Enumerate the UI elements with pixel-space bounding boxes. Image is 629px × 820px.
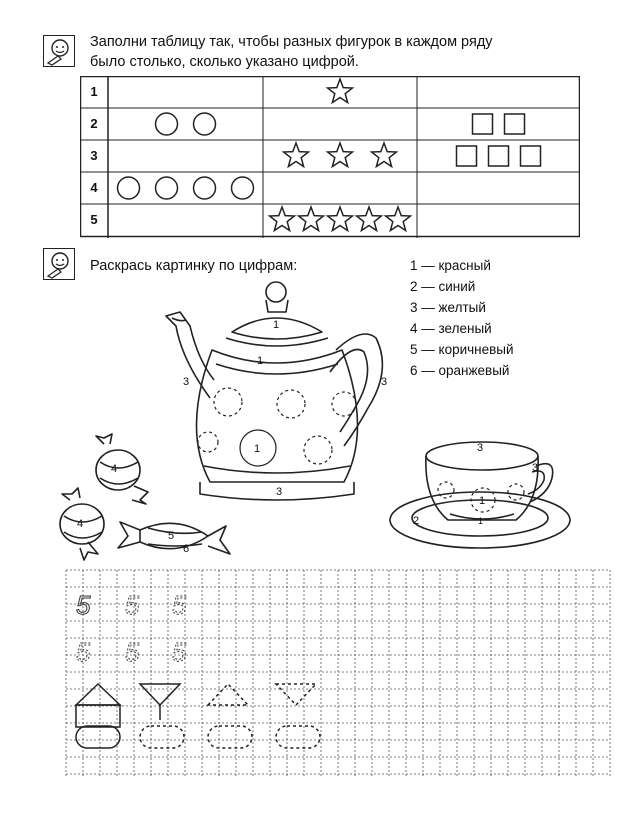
oval-solid	[76, 726, 120, 748]
copy-digit: 5	[172, 637, 187, 667]
table-star	[270, 207, 295, 231]
num-teapot-base: 3	[276, 486, 283, 498]
oval-dotted-3	[276, 726, 320, 748]
row-number-3: 3	[90, 148, 98, 163]
row-number-4: 4	[90, 180, 98, 195]
num-teapot-dot: 1	[254, 443, 261, 455]
table-star	[299, 207, 324, 231]
copy-digit: 5	[125, 637, 140, 667]
num-candy-wrap-a: 5	[168, 530, 175, 542]
table-circle	[194, 113, 216, 135]
num-candy-wrap-b: 6	[183, 543, 190, 555]
table-circle	[156, 113, 178, 135]
num-candy-top: 4	[111, 463, 118, 475]
table-star	[284, 143, 309, 167]
row-number-2: 2	[90, 116, 98, 131]
task1-instruction-line1: Заполни таблицу так, чтобы разных фигурок в каждом ряду	[90, 34, 493, 50]
num-saucer: 2	[413, 515, 420, 527]
table-square	[521, 146, 541, 166]
copy-digit: 5	[125, 590, 140, 620]
legend-item-3: 3 — желтый	[410, 300, 486, 315]
num-teapot-lid: 1	[273, 319, 280, 331]
legend-item-1: 1 — красный	[410, 258, 491, 273]
teapot-dots	[198, 388, 356, 466]
table-circle	[156, 177, 178, 199]
num-cup-dot: 1	[479, 495, 486, 507]
dotted-triangle-down	[276, 684, 316, 705]
legend-item-2: 2 — синий	[410, 279, 476, 294]
oval-dotted-1	[140, 726, 184, 748]
row-number-1: 1	[90, 84, 98, 99]
table-square	[505, 114, 525, 134]
num-candy-left: 4	[77, 518, 84, 530]
num-teapot-spout: 3	[183, 376, 190, 388]
table-square	[473, 114, 493, 134]
dotted-triangle-up	[208, 684, 248, 705]
coloring-picture	[0, 270, 629, 570]
legend-item-5: 5 — коричневый	[410, 342, 514, 357]
shapes-table	[80, 76, 580, 238]
num-cup-rim: 3	[477, 442, 484, 454]
num-teapot-handle: 3	[381, 376, 388, 388]
num-teapot-band: 1	[257, 355, 264, 367]
task2-instruction: Раскрась картинку по цифрам:	[90, 258, 298, 274]
teapot-body	[196, 350, 357, 500]
table-star	[357, 207, 382, 231]
legend-item-4: 4 — зеленый	[410, 321, 492, 336]
candy-top	[96, 434, 148, 504]
table-circle	[118, 177, 140, 199]
table-square	[489, 146, 509, 166]
num-cup-band: 1	[478, 516, 484, 526]
legend-item-6: 6 — оранжевый	[410, 363, 510, 378]
table-star	[328, 207, 353, 231]
copybook-grid	[0, 560, 629, 780]
table-square	[457, 146, 477, 166]
table-star	[386, 207, 411, 231]
table-circle	[194, 177, 216, 199]
copy-digit: 5	[172, 590, 187, 620]
copy-digit: 5	[76, 637, 91, 667]
table-star	[328, 79, 353, 103]
task1-pencil-hand-icon	[43, 35, 75, 67]
funnel-shape	[140, 684, 180, 720]
num-cup-handle: 3	[532, 462, 539, 474]
teapot-spout	[166, 312, 214, 398]
copy-digit: 5	[76, 590, 91, 620]
task1-instruction-line2: было столько, сколько указано цифрой.	[90, 54, 359, 70]
table-star	[372, 143, 397, 167]
oval-dotted-2	[208, 726, 252, 748]
table-circle	[232, 177, 254, 199]
table-star	[328, 143, 353, 167]
teapot-lid	[226, 282, 328, 346]
row-number-5: 5	[90, 212, 98, 227]
cup	[426, 442, 553, 520]
